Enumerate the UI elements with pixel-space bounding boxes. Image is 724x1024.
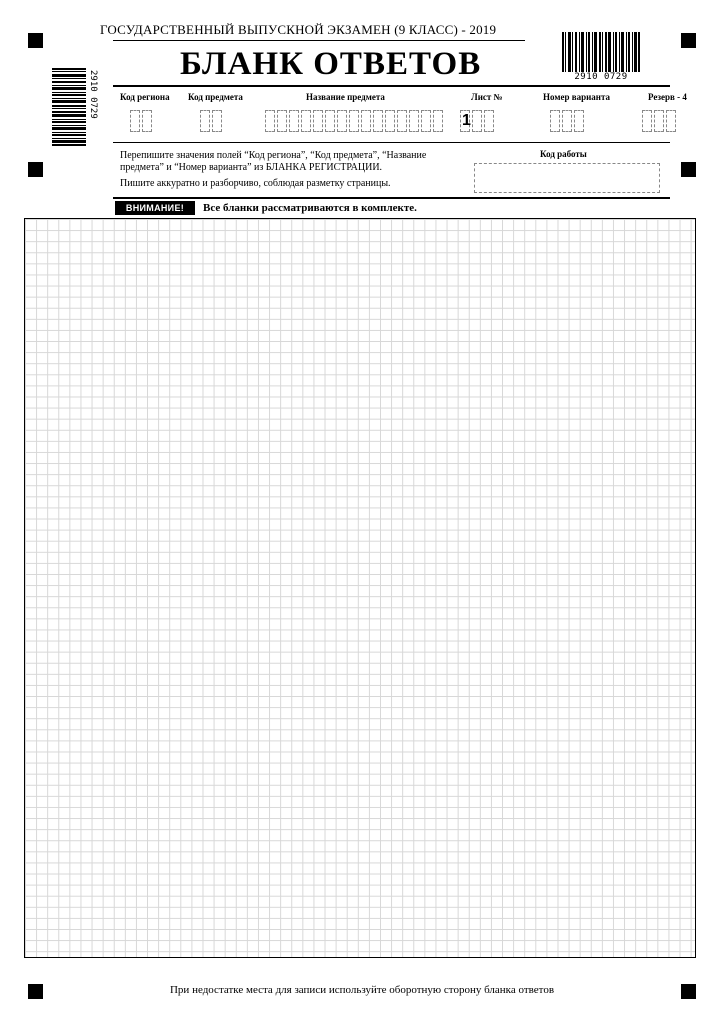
input-cell[interactable] [361,110,371,132]
input-cell[interactable] [301,110,311,132]
input-cell[interactable] [385,110,395,132]
input-cell[interactable] [550,110,560,132]
sheet-number-field[interactable] [460,110,494,132]
alignment-marker-mid-right [681,162,696,177]
subject-code-field[interactable] [200,110,222,132]
input-cell[interactable] [433,110,443,132]
answer-grid-area[interactable] [24,218,696,958]
attention-rule [113,197,670,199]
header-rule-top [113,85,670,87]
attention-text: Все бланки рассматриваются в комплекте. [203,202,417,214]
work-code-field[interactable] [474,163,660,193]
instructions-neatness: Пишите аккуратно и разборчиво, соблюдая разметку страницы. [120,178,391,189]
alignment-marker-mid-left [28,162,43,177]
input-cell[interactable] [277,110,287,132]
input-cell[interactable] [472,110,482,132]
subject-code-label: Код предмета [188,92,243,102]
input-cell-filled[interactable] [460,110,470,132]
region-code-field[interactable] [130,110,152,132]
input-cell[interactable] [421,110,431,132]
input-cell[interactable] [562,110,572,132]
sheet-number-label: Лист № [471,92,503,102]
work-code-label: Код работы [540,149,587,159]
title-underline [113,40,525,41]
footer-note: При недостатке места для записи используйте оборотную сторону бланка ответов [169,984,555,996]
input-cell[interactable] [574,110,584,132]
barcode-number: 2910 0729 [574,72,628,82]
variant-number-field[interactable] [550,110,584,132]
subject-name-label: Название предмета [306,92,385,102]
input-cell[interactable] [349,110,359,132]
input-cell[interactable] [337,110,347,132]
exam-title: ГОСУДАРСТВЕННЫЙ ВЫПУСКНОЙ ЭКЗАМЕН (9 КЛАСС) - 2019 [100,22,497,37]
input-cell[interactable] [313,110,323,132]
input-cell[interactable] [289,110,299,132]
sheet-number-value: 1 [462,112,471,129]
input-cell[interactable] [130,110,140,132]
input-cell[interactable] [142,110,152,132]
alignment-marker-top-right [681,33,696,48]
alignment-marker-top-left [28,33,43,48]
input-cell[interactable] [265,110,275,132]
input-cell[interactable] [373,110,383,132]
reserve-label: Резерв - 4 [648,92,687,102]
region-code-label: Код региона [120,92,170,102]
header-rule-bottom [113,142,670,143]
input-cell[interactable] [409,110,419,132]
barcode-right [562,32,640,72]
input-cell[interactable] [325,110,335,132]
barcode-number-side: 2910 0729 [88,70,98,119]
input-cell[interactable] [654,110,664,132]
attention-badge: ВНИМАНИЕ! [115,201,195,215]
variant-number-label: Номер варианта [543,92,610,102]
subject-name-field[interactable] [265,110,443,132]
input-cell[interactable] [666,110,676,132]
form-title: БЛАНК ОТВЕТОВ [180,46,482,82]
input-cell[interactable] [642,110,652,132]
input-cell[interactable] [484,110,494,132]
instructions-rewrite: Перепишите значения полей “Код региона”, “Код предмета”, “Название предмета” и “Номер варианта” из БЛАНКА РЕГИСТРАЦИИ. [120,150,427,173]
reserve-field[interactable] [642,110,676,132]
input-cell[interactable] [397,110,407,132]
input-cell[interactable] [200,110,210,132]
input-cell[interactable] [212,110,222,132]
